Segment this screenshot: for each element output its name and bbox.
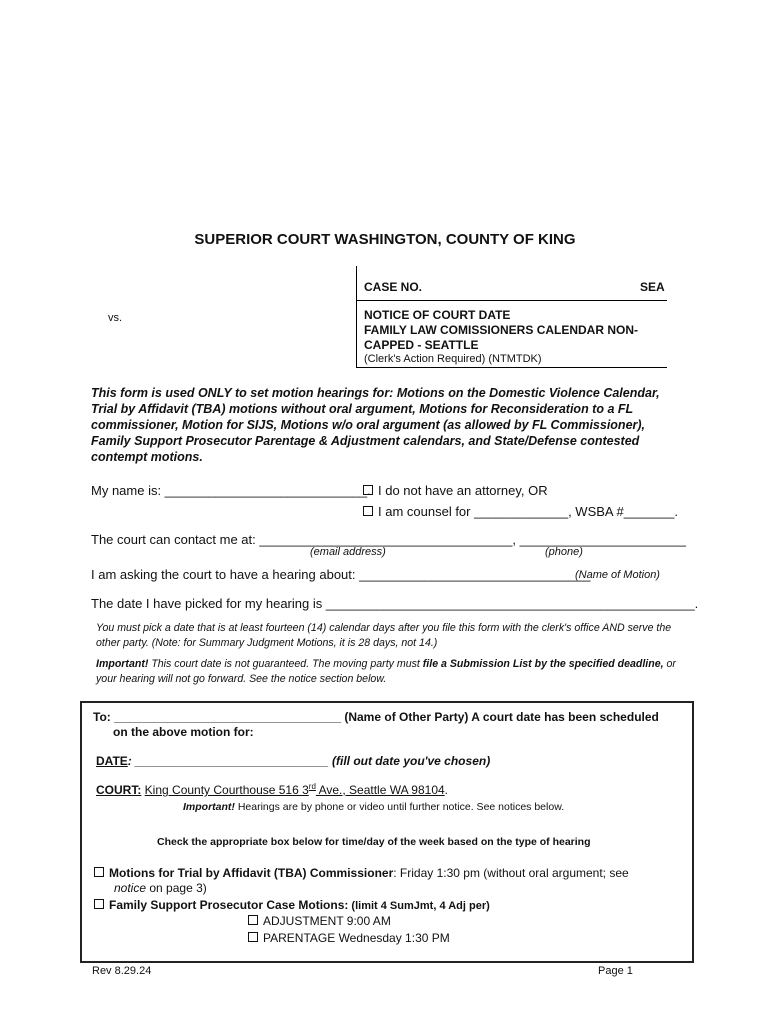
email-hint: (email address) [310, 546, 386, 558]
parentage-checkbox[interactable] [248, 932, 258, 942]
court-row [96, 782, 448, 797]
page-number: Page 1 [598, 965, 633, 977]
court-period: . [444, 783, 449, 797]
tba-option [94, 866, 629, 880]
tba-label: Motions for Trial by Affidavit (TBA) Commissioner [109, 866, 394, 880]
no-attorney-label: I do not have an attorney, OR [378, 483, 548, 498]
caption-divider [356, 266, 357, 368]
date-row [96, 754, 490, 768]
intro-paragraph: This form is used ONLY to set motion hearings for: Motions on the Domestic Violence Calendar, Trial by Affidavit (TBA) motions without oral argument, Motions for Reconsideration to a FL commissioner, Motion for SIJS, Motions w/o oral argument (as allowed by FL Commissioner), Family Support Prosecutor Parentage & Adjustment calendars, and State/Defense contested contempt motions. [91, 386, 660, 464]
to-line: To: __________________________________ (Name of Other Party) A court date has been scheduled [93, 710, 659, 724]
fsp-label: Family Support Prosecutor Case Motions: [109, 898, 349, 912]
important-note [96, 657, 676, 687]
clerk-action-note: (Clerk's Action Required) (NTMTDK) [364, 353, 542, 365]
counsel-label: I am counsel for _____________, WSBA #_______. [378, 504, 678, 519]
case-no-line [357, 300, 667, 301]
tba-notice-word: notice [114, 881, 147, 895]
court-title: SUPERIOR COURT WASHINGTON, COUNTY OF KING [194, 231, 576, 248]
name-field: My name is: ____________________________. [91, 483, 371, 498]
case-no-label: CASE NO. [364, 280, 423, 294]
revision-label: Rev 8.29.24 [92, 965, 152, 977]
tba-page-ref: on page 3) [146, 881, 207, 895]
box-important-text: Hearings are by phone or video until further notice. See notices below. [234, 801, 565, 813]
notice-title-2: FAMILY LAW COMISSIONERS CALENDAR NON- [364, 323, 639, 337]
box-important-note [183, 801, 564, 813]
notice-title-1: NOTICE OF COURT DATE [364, 308, 511, 322]
fsp-checkbox[interactable] [94, 899, 104, 909]
court-address-sup: rd [308, 782, 316, 791]
court-label: COURT: [96, 783, 142, 797]
important-bold: file a Submission List by the specified deadline, [422, 658, 664, 670]
to-line-2: on the above motion for: [113, 725, 254, 739]
sea-label: SEA [640, 280, 665, 294]
notice-title-3: CAPPED - SEATTLE [364, 338, 479, 352]
no-attorney-checkbox[interactable] [363, 485, 373, 495]
no-attorney-option [363, 483, 548, 498]
date-fill: : _____________________________ (fill out date you've chosen) [127, 754, 491, 768]
adjustment-option [248, 914, 391, 928]
important-text-2: or your hearing will not go forward. See the notice section below. [96, 658, 676, 685]
adjustment-label: ADJUSTMENT 9:00 AM [263, 914, 391, 928]
pick-date-note: You must pick a date that is at least fourteen (14) calendar days after you file this form with the clerk's office AND serve the other party. (Note: for Summary Judgment Motions, it is 28 days, not 14.) [96, 622, 672, 649]
tba-notice-line [114, 881, 207, 895]
check-heading: Check the appropriate box below for time/day of the week based on the type of hearing [157, 836, 591, 848]
hearing-about-field: I am asking the court to have a hearing about: ________________________________ [91, 567, 591, 582]
fsp-limit: (limit 4 SumJmt, 4 Adj per) [348, 900, 490, 912]
counsel-checkbox[interactable] [363, 506, 373, 516]
important-text-1: This court date is not guaranteed. The moving party must [148, 658, 423, 670]
contact-field: The court can contact me at: ___________________________________, _______________________ [91, 532, 686, 547]
phone-hint: (phone) [545, 546, 583, 558]
vs-label: vs. [108, 312, 123, 324]
name-of-motion-hint: (Name of Motion) [575, 569, 660, 581]
date-picked-field: The date I have picked for my hearing is ___________________________________________________. [91, 596, 699, 611]
tba-rest: : Friday 1:30 pm (without oral argument; see [393, 866, 629, 880]
important-label: Important! [96, 658, 149, 670]
parentage-label: PARENTAGE Wednesday 1:30 PM [263, 931, 450, 945]
box-important-label: Important! [183, 801, 235, 813]
caption-bottom-line [357, 367, 667, 368]
court-address-a: King County Courthouse 516 3 [144, 783, 309, 797]
parentage-option [248, 931, 450, 945]
adjustment-checkbox[interactable] [248, 915, 258, 925]
date-label: DATE [96, 754, 128, 768]
fsp-option [94, 898, 490, 912]
court-address-b: Ave., Seattle WA 98104 [315, 783, 445, 797]
tba-checkbox[interactable] [94, 867, 104, 877]
counsel-option [363, 504, 678, 519]
